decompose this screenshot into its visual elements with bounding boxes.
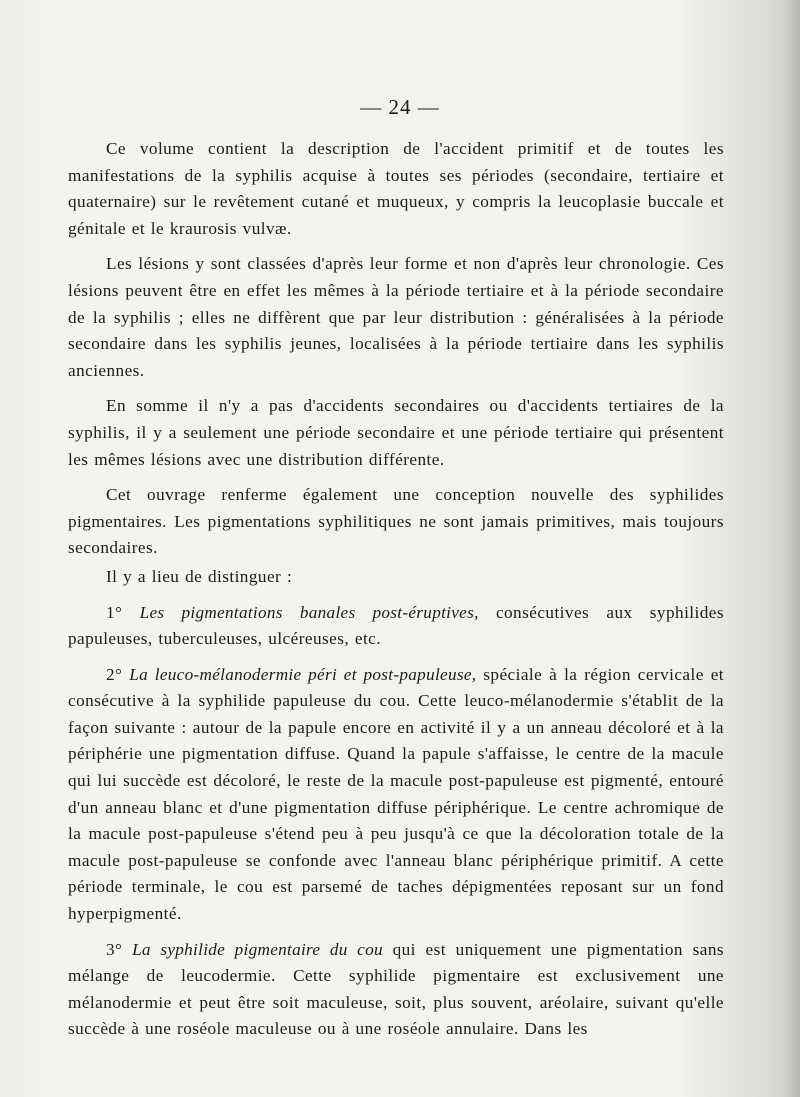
list-item-number: 1° xyxy=(106,602,123,622)
list-item-text: qui est uniquement une pigmentation sans mélange de leucodermie. Cette syphilide pigmentaire est exclusivement une mélanodermie et peut être soit maculeuse, soit, plus souvent, aréolaire, suivant qu'elle succède à une roséole maculeuse ou à une roséole annulaire. Dans les xyxy=(68,939,724,1039)
paragraph-1: Ce volume contient la description de l'accident primitif et de toutes les manifestations de la syphilis acquise à toutes ses périodes (secondaire, tertiaire et quaternaire) sur le revêtement cutané et muqueux, y compris la leucoplasie buccale et génitale et le kraurosis vulvæ. xyxy=(68,139,724,238)
page-edge-shadow xyxy=(786,0,800,1097)
intro-line: Il y a lieu de distinguer : xyxy=(106,566,293,586)
list-item-3 xyxy=(68,937,724,1043)
list-item-text: spéciale à la région cervicale et consécutive à la syphilide papuleuse du cou. Cette leuco-mélanodermie s'établit de la façon suivante : autour de la papule encore en activité il y a un anneau décoloré et à la périphérie une pigmentation diffuse. Quand la papule s'affaisse, le centre de la macule qui lui succède est décoloré, le reste de la macule post-papuleuse est pigmenté, entouré d'un anneau blanc et d'une pigmentation diffuse périphérique. Le centre achromique de la macule post-papuleuse s'étend peu à peu jusqu'à ce que la décoloration totale de la macule post-papuleuse se confonde avec l'anneau blanc périphérique primitif. A cette période terminale, le cou est parsemé de taches dépigmentées reposant sur un fond hyperpigmenté. xyxy=(68,664,725,924)
list-item-text: consécutives aux syphilides papuleuses, tuberculeuses, ulcéreuses, etc. xyxy=(68,602,725,649)
paragraph-4: Cet ouvrage renferme également une conception nouvelle des syphilides pigmentaires. Les pigmentations syphilitiques ne sont jamais primitives, mais toujours secondaires. xyxy=(68,485,724,558)
paragraph-2: Les lésions y sont classées d'après leur forme et non d'après leur chronologie. Ces lésions peuvent être en effet les mêmes à la période tertiaire et à la période secondaire de la syphilis ; elles ne diffèrent que par leur distribution : généralisées à la période secondaire dans les syphilis jeunes, localisées à la période tertiaire dans les syphilis anciennes. xyxy=(68,254,724,380)
list-item-2 xyxy=(68,662,724,928)
list-item-number: 2° xyxy=(106,664,123,684)
list-item-1 xyxy=(68,600,724,653)
paragraph-3: En somme il n'y a pas d'accidents secondaires ou d'accidents tertiaires de la syphilis, il y a seulement une période secondaire et une période tertiaire qui présentent les mêmes lésions avec une distribution différente. xyxy=(68,396,724,469)
list-item-title: Les pigmentations banales post-éruptives, xyxy=(139,602,479,622)
body-text xyxy=(68,136,724,1052)
list-item-title: La leuco-mélanodermie péri et post-papuleuse, xyxy=(129,664,477,684)
page-number: — 24 — xyxy=(360,95,440,119)
list-item-title: La syphilide pigmentaire du cou xyxy=(132,939,383,959)
list-item-number: 3° xyxy=(106,939,123,959)
